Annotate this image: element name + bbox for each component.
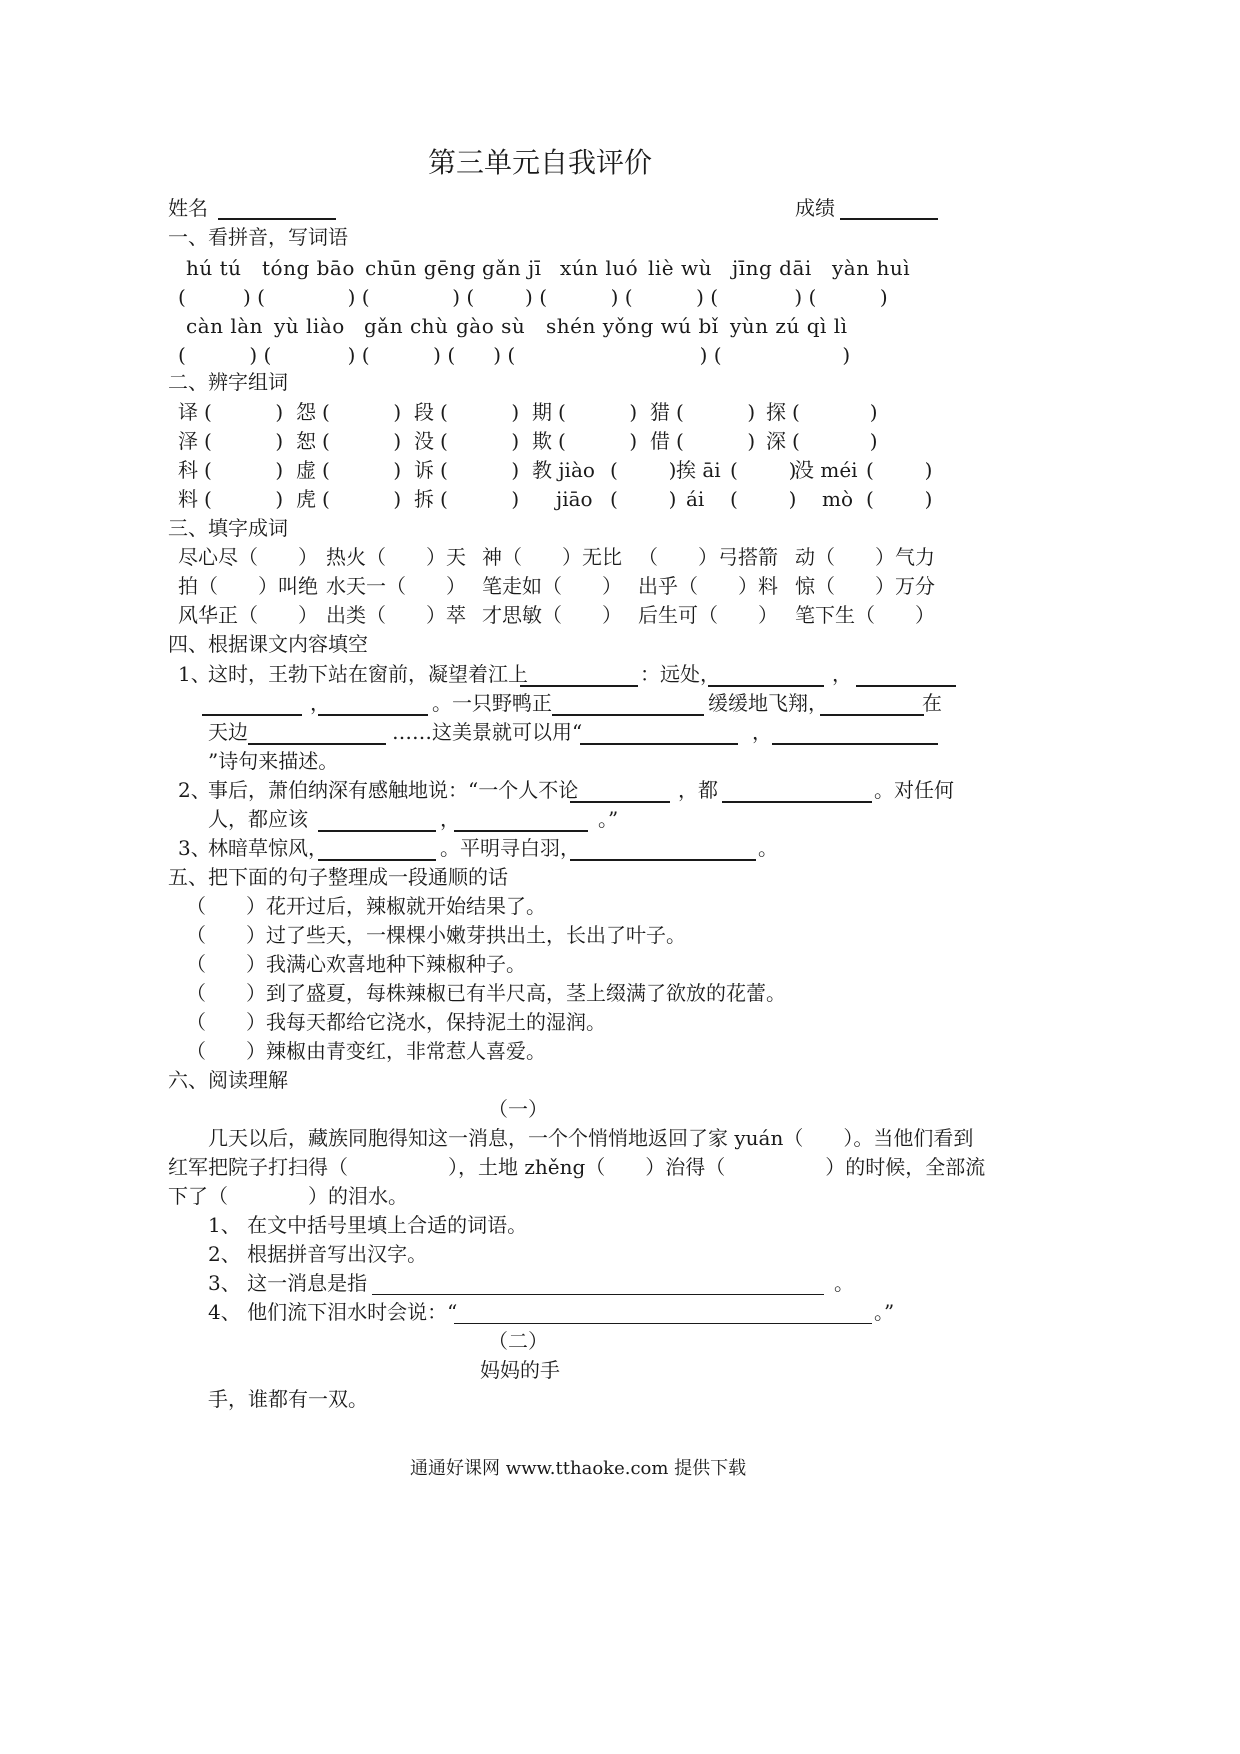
question-text: 缓缓地飞翔，: [708, 691, 828, 715]
answer-bracket-row[interactable]: ( ): [440, 487, 520, 511]
answer-bracket-row[interactable]: ( ): [610, 487, 677, 511]
answer-bracket-row[interactable]: ( ): [322, 487, 402, 511]
answer-bracket-row[interactable]: ( ): [322, 458, 402, 482]
order-item[interactable]: （ ）到了盛夏，每株辣椒已有半尺高，茎上缀满了欲放的花蕾。: [186, 981, 786, 1005]
answer-bracket-row[interactable]: ( ): [204, 400, 284, 424]
question-text: 林暗草惊风，: [208, 836, 328, 860]
order-item[interactable]: （ ）过了些天，一棵棵小嫩芽拱出土，长出了叶子。: [186, 923, 686, 947]
pinyin-item: yàn huì: [832, 256, 911, 280]
question-text: 。: [758, 836, 778, 860]
idiom-item[interactable]: 惊（ ）万分: [795, 574, 935, 598]
char-item: 没: [414, 429, 434, 453]
pinyin-item: gǎn jī: [482, 256, 542, 280]
question-number: 2、: [178, 778, 211, 802]
idiom-item[interactable]: 出类（ ）萃: [326, 603, 466, 627]
answer-bracket-row[interactable]: ( ): [440, 429, 520, 453]
pinyin-item: liè wù: [648, 256, 712, 280]
char-item: 怨: [296, 400, 316, 424]
pinyin-item: jīng dāi: [732, 256, 812, 280]
question-text: ，: [440, 807, 460, 831]
question-text: ，: [832, 662, 852, 686]
pinyin-item: yù liào: [274, 314, 345, 338]
answer-blank[interactable]: [570, 801, 670, 803]
char-item: 深: [766, 429, 786, 453]
char-item: 虚: [296, 458, 316, 482]
pinyin-item: tóng bāo: [262, 256, 355, 280]
char-item: 借: [650, 429, 670, 453]
answer-bracket-row[interactable]: ( ) ( ) ( ) ( ) ( ) ( ): [178, 343, 851, 367]
char-item: 恕: [296, 429, 316, 453]
question-text: 人，都应该: [208, 807, 308, 831]
passage-line: 下了（ ）的泪水。: [168, 1184, 408, 1208]
pinyin-item: gào sù: [456, 314, 526, 338]
idiom-item[interactable]: 风华正（ ）: [178, 603, 318, 627]
passage-line: 几天以后，藏族同胞得知这一消息，一个个悄悄地返回了家 yuán（ ）。当他们看到: [208, 1126, 974, 1150]
char-item: 科: [178, 458, 198, 482]
passage-line: 红军把院子打扫得（ ），土地 zhěng（ ）治得（ ）的时候，全部流: [168, 1155, 986, 1179]
question-text: 天边: [208, 720, 248, 744]
char-item: jiāo: [556, 487, 593, 511]
char-item: 泽: [178, 429, 198, 453]
answer-bracket-row[interactable]: ( ): [204, 487, 284, 511]
question-text: 。平明寻白羽，: [440, 836, 580, 860]
order-item[interactable]: （ ）我满心欢喜地种下辣椒种子。: [186, 952, 526, 976]
char-item: 译: [178, 400, 198, 424]
char-item: 挨 āi: [676, 458, 721, 482]
question-text: ……这美景就可以用“: [392, 720, 583, 744]
reading-question: 4、 他们流下泪水时会说：“: [208, 1300, 458, 1324]
idiom-item[interactable]: 神（ ）无比: [482, 545, 622, 569]
order-item[interactable]: （ ）辣椒由青变红，非常惹人喜爱。: [186, 1039, 546, 1063]
pinyin-item: shén yǒng wú bǐ: [546, 314, 719, 338]
answer-bracket-row[interactable]: ( ): [204, 458, 284, 482]
answer-bracket-row[interactable]: ( ): [730, 458, 797, 482]
answer-bracket-row[interactable]: ( ): [204, 429, 284, 453]
reading-question: 2、 根据拼音写出汉字。: [208, 1242, 428, 1266]
pinyin-item: xún luó: [560, 256, 639, 280]
question-text: 这时，王勃下站在窗前，凝望着江上: [208, 662, 528, 686]
answer-blank[interactable]: [708, 685, 824, 687]
answer-blank[interactable]: [520, 685, 638, 687]
reading-question: 3、 这一消息是指: [208, 1271, 368, 1295]
question-text: 在: [922, 691, 942, 715]
answer-bracket-row[interactable]: ( ): [558, 429, 638, 453]
pinyin-item: hú tú: [186, 256, 242, 280]
answer-blank[interactable]: [318, 859, 436, 861]
answer-bracket-row[interactable]: ( ): [866, 458, 933, 482]
pinyin-item: càn làn: [186, 314, 264, 338]
question-text: ，: [310, 691, 330, 715]
name-blank[interactable]: [218, 218, 336, 220]
section-5-heading: 五、把下面的句子整理成一段通顺的话: [168, 865, 508, 889]
page-title: 第三单元自我评价: [428, 146, 653, 179]
reading-question: 1、 在文中括号里填上合适的词语。: [208, 1213, 528, 1237]
answer-blank[interactable]: [318, 830, 436, 832]
part-heading: （一）: [488, 1097, 548, 1121]
footer-text: 通通好课网 www.tthaoke.com 提供下载: [410, 1458, 747, 1479]
char-item: 没 méi: [794, 458, 858, 482]
char-item: mò: [822, 487, 854, 511]
passage-line: 手，谁都有一双。: [208, 1387, 368, 1411]
answer-bracket-row[interactable]: ( ): [730, 487, 797, 511]
char-item: ái: [686, 487, 705, 511]
answer-bracket-row[interactable]: ( ): [322, 429, 402, 453]
answer-bracket-row[interactable]: ( ): [676, 429, 756, 453]
question-text: ”诗句来描述。: [208, 749, 339, 773]
answer-bracket-row[interactable]: ( ): [440, 458, 520, 482]
answer-blank[interactable]: [248, 743, 386, 745]
answer-bracket-row[interactable]: ( ): [558, 400, 638, 424]
question-text: 事后，萧伯纳深有感触地说：“一个人不论: [208, 778, 579, 802]
char-item: 猎: [650, 400, 670, 424]
question-text: ：远处，: [640, 662, 720, 686]
answer-bracket-row[interactable]: ( ): [792, 400, 878, 424]
char-item: 料: [178, 487, 198, 511]
answer-bracket-row[interactable]: ( ): [792, 429, 878, 453]
part-heading: （二）: [488, 1329, 548, 1353]
answer-blank[interactable]: [202, 714, 302, 716]
score-blank[interactable]: [840, 218, 938, 220]
answer-blank[interactable]: [820, 714, 924, 716]
char-item: 欺: [532, 429, 552, 453]
section-1-heading: 一、看拼音，写词语: [168, 225, 348, 249]
order-item[interactable]: （ ）我每天都给它浇水，保持泥土的湿润。: [186, 1010, 606, 1034]
answer-bracket-row[interactable]: ( ): [322, 400, 402, 424]
char-item: 教 jiào: [532, 458, 595, 482]
question-text: 。: [834, 1271, 854, 1295]
pinyin-item: yùn zú qì lì: [730, 314, 848, 338]
name-label: 姓名: [168, 196, 208, 220]
char-item: 虎: [296, 487, 316, 511]
section-6-heading: 六、阅读理解: [168, 1068, 288, 1092]
answer-bracket-row[interactable]: ( ): [610, 458, 677, 482]
question-text: ，都: [678, 778, 718, 802]
char-item: 段: [414, 400, 434, 424]
answer-blank[interactable]: [552, 714, 704, 716]
answer-blank[interactable]: [454, 1323, 872, 1324]
pinyin-item: gǎn chù: [364, 314, 449, 338]
pinyin-item: chūn gēng: [365, 256, 477, 280]
question-text: 。”: [598, 807, 619, 831]
answer-blank[interactable]: [570, 859, 756, 861]
idiom-item[interactable]: 笔走如（ ）: [482, 574, 622, 598]
answer-blank[interactable]: [722, 801, 872, 803]
idiom-item[interactable]: 热火（ ）天: [326, 545, 466, 569]
question-number: 1、: [178, 662, 211, 686]
question-text: 。”: [874, 1300, 895, 1324]
section-3-heading: 三、填字成词: [168, 516, 288, 540]
order-item[interactable]: （ ）花开过后，辣椒就开始结果了。: [186, 894, 546, 918]
idiom-item[interactable]: 动（ ）气力: [795, 545, 935, 569]
char-item: 探: [766, 400, 786, 424]
idiom-item[interactable]: 出乎（ ）料: [638, 574, 778, 598]
answer-blank[interactable]: [856, 685, 956, 687]
idiom-item[interactable]: 才思敏（ ）: [482, 603, 622, 627]
idiom-item[interactable]: 后生可（ ）: [638, 603, 778, 627]
char-item: 拆: [414, 487, 434, 511]
answer-bracket-row[interactable]: ( ): [676, 400, 756, 424]
char-item: 诉: [414, 458, 434, 482]
question-number: 3、: [178, 836, 211, 860]
story-title: 妈妈的手: [480, 1358, 560, 1382]
section-2-heading: 二、辨字组词: [168, 370, 288, 394]
answer-blank[interactable]: [454, 830, 588, 832]
answer-blank[interactable]: [372, 1294, 824, 1295]
section-4-heading: 四、根据课文内容填空: [168, 632, 368, 656]
score-label: 成绩: [795, 196, 835, 220]
char-item: 期: [532, 400, 552, 424]
idiom-item[interactable]: 水天一（ ）: [326, 574, 466, 598]
question-text: 。对任何: [874, 778, 954, 802]
question-text: 。一只野鸭正: [432, 691, 552, 715]
idiom-item[interactable]: 笔下生（ ）: [795, 603, 935, 627]
answer-bracket-row[interactable]: ( ): [440, 400, 520, 424]
idiom-item[interactable]: （ ）弓搭箭: [638, 545, 778, 569]
answer-blank[interactable]: [772, 743, 938, 745]
answer-bracket-row[interactable]: ( ): [866, 487, 933, 511]
idiom-item[interactable]: 尽心尽（ ）: [178, 545, 318, 569]
question-text: ，: [752, 720, 772, 744]
idiom-item[interactable]: 拍（ ）叫绝: [178, 574, 318, 598]
answer-blank[interactable]: [580, 743, 738, 745]
answer-blank[interactable]: [318, 714, 428, 716]
answer-bracket-row[interactable]: ( ) ( ) ( ) ( ) ( ) ( ) ( ) ( ): [178, 285, 888, 309]
